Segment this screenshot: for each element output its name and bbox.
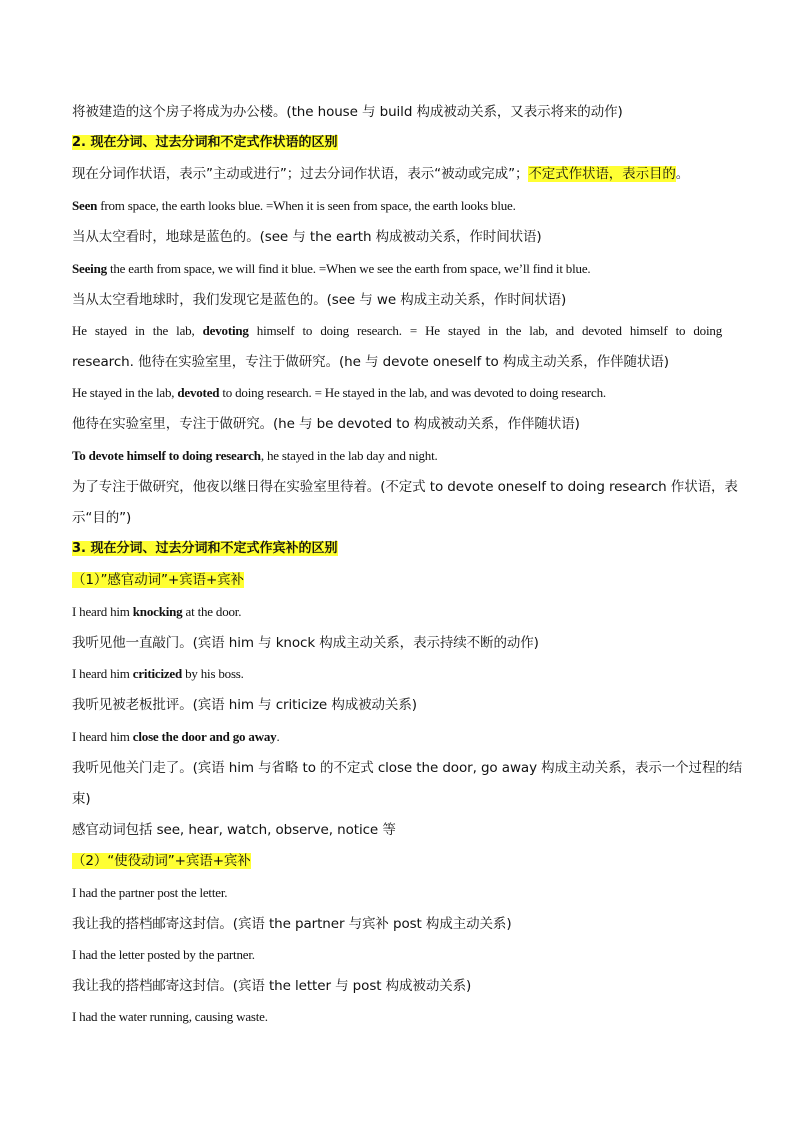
example-sentence bbox=[72, 323, 722, 339]
text-part: I heard him bbox=[72, 729, 133, 744]
example-sentence bbox=[72, 448, 722, 464]
text-part: He stayed in the lab, bbox=[72, 323, 203, 338]
text-part: from space, the earth looks blue. =When it is seen from space, the earth looks blue. bbox=[97, 198, 516, 213]
text-line: 为了专注于做研究，他夜以继日得在实验室里待着。(不定式 to devote oneself to doing research 作状语，表 bbox=[72, 479, 738, 495]
subsection-heading-2 bbox=[72, 853, 722, 869]
text-part: . bbox=[276, 729, 280, 744]
text-line bbox=[72, 166, 722, 182]
example-sentence bbox=[72, 604, 722, 620]
text-part: 现在分词作状语，表示”主动或进行”；过去分词作状语，表示“被动或完成”； bbox=[72, 166, 529, 182]
bold-term: knocking bbox=[132, 604, 183, 619]
text-part: , he stayed in the lab day and night. bbox=[260, 448, 438, 463]
heading-text: （1）”感官动词”+宾语+宾补 bbox=[72, 572, 244, 588]
text-line: 我让我的搭档邮寄这封信。(宾语 the letter 与 post 构成被动关系) bbox=[72, 978, 472, 994]
subsection-heading-1 bbox=[72, 572, 722, 588]
text-part: to doing research. = He stayed in the lab, and was devoted to doing research. bbox=[219, 385, 606, 400]
text-line: 示“目的”) bbox=[72, 510, 132, 526]
text-line: 我听见他一直敲门。(宾语 him 与 knock 构成主动关系，表示持续不断的动作) bbox=[72, 635, 539, 651]
heading-text: （2）“使役动词”+宾语+宾补 bbox=[72, 853, 251, 869]
heading-text: 3. 现在分词、过去分词和不定式作宾补的区别 bbox=[72, 541, 338, 556]
bold-term: To devote himself to doing research bbox=[72, 448, 261, 463]
text-part: the earth from space, we will find it blue. =When we see the earth from space, we’ll find it blue. bbox=[106, 261, 591, 276]
text-line: 感官动词包括 see, hear, watch, observe, notice 等 bbox=[72, 822, 396, 838]
text-part: I heard him bbox=[72, 604, 133, 619]
text-line: 我听见他关门走了。(宾语 him 与省略 to 的不定式 close the door, go away 构成主动关系，表示一个过程的结 bbox=[72, 760, 743, 776]
text-line: 当从太空看地球时，我们发现它是蓝色的。(see 与 we 构成主动关系，作时间状语) bbox=[72, 292, 567, 308]
text-line: 将被建造的这个房子将成为办公楼。(the house 与 build 构成被动关系，又表示将来的动作) bbox=[72, 104, 623, 120]
text-line: 我让我的搭档邮寄这封信。(宾语 the partner 与宾补 post 构成主动关系) bbox=[72, 916, 512, 932]
bold-term: Seeing bbox=[72, 261, 107, 276]
text-line: 我听见被老板批评。(宾语 him 与 criticize 构成被动关系) bbox=[72, 697, 417, 713]
example-sentence bbox=[72, 666, 722, 682]
text-line: 当从太空看时，地球是蓝色的。(see 与 the earth 构成被动关系，作时间状语) bbox=[72, 229, 542, 245]
example-sentence bbox=[72, 385, 722, 401]
text-part: himself to doing research. = He stayed in the lab, and devoted himself to doing bbox=[248, 323, 722, 338]
example-sentence: I had the letter posted by the partner. bbox=[72, 947, 255, 962]
example-sentence bbox=[72, 261, 722, 277]
highlighted-text: 不定式作状语，表示目的 bbox=[528, 166, 676, 182]
example-sentence bbox=[72, 729, 722, 745]
section-heading-3 bbox=[72, 541, 722, 557]
bold-term: devoted bbox=[177, 385, 220, 400]
text-line: research. 他待在实验室里，专注于做研究。(he 与 devote oneself to 构成主动关系，作伴随状语) bbox=[72, 354, 669, 370]
bold-term: close the door and go away bbox=[132, 729, 277, 744]
text-line: 他待在实验室里，专注于做研究。(he 与 be devoted to 构成被动关系，作伴随状语) bbox=[72, 416, 580, 432]
heading-text: 2. 现在分词、过去分词和不定式作状语的区别 bbox=[72, 135, 338, 150]
text-part: at the door. bbox=[182, 604, 242, 619]
section-heading-2 bbox=[72, 135, 722, 151]
bold-term: criticized bbox=[132, 666, 183, 681]
example-sentence: I had the water running, causing waste. bbox=[72, 1009, 268, 1024]
text-part: by his boss. bbox=[182, 666, 244, 681]
text-part: He stayed in the lab, bbox=[72, 385, 178, 400]
text-part: I heard him bbox=[72, 666, 133, 681]
text-line: 束) bbox=[72, 791, 91, 807]
bold-term: Seen bbox=[72, 198, 98, 213]
text-part: 。 bbox=[675, 166, 690, 182]
bold-term: devoting bbox=[202, 323, 249, 338]
example-sentence: I had the partner post the letter. bbox=[72, 885, 228, 900]
example-sentence bbox=[72, 198, 722, 214]
